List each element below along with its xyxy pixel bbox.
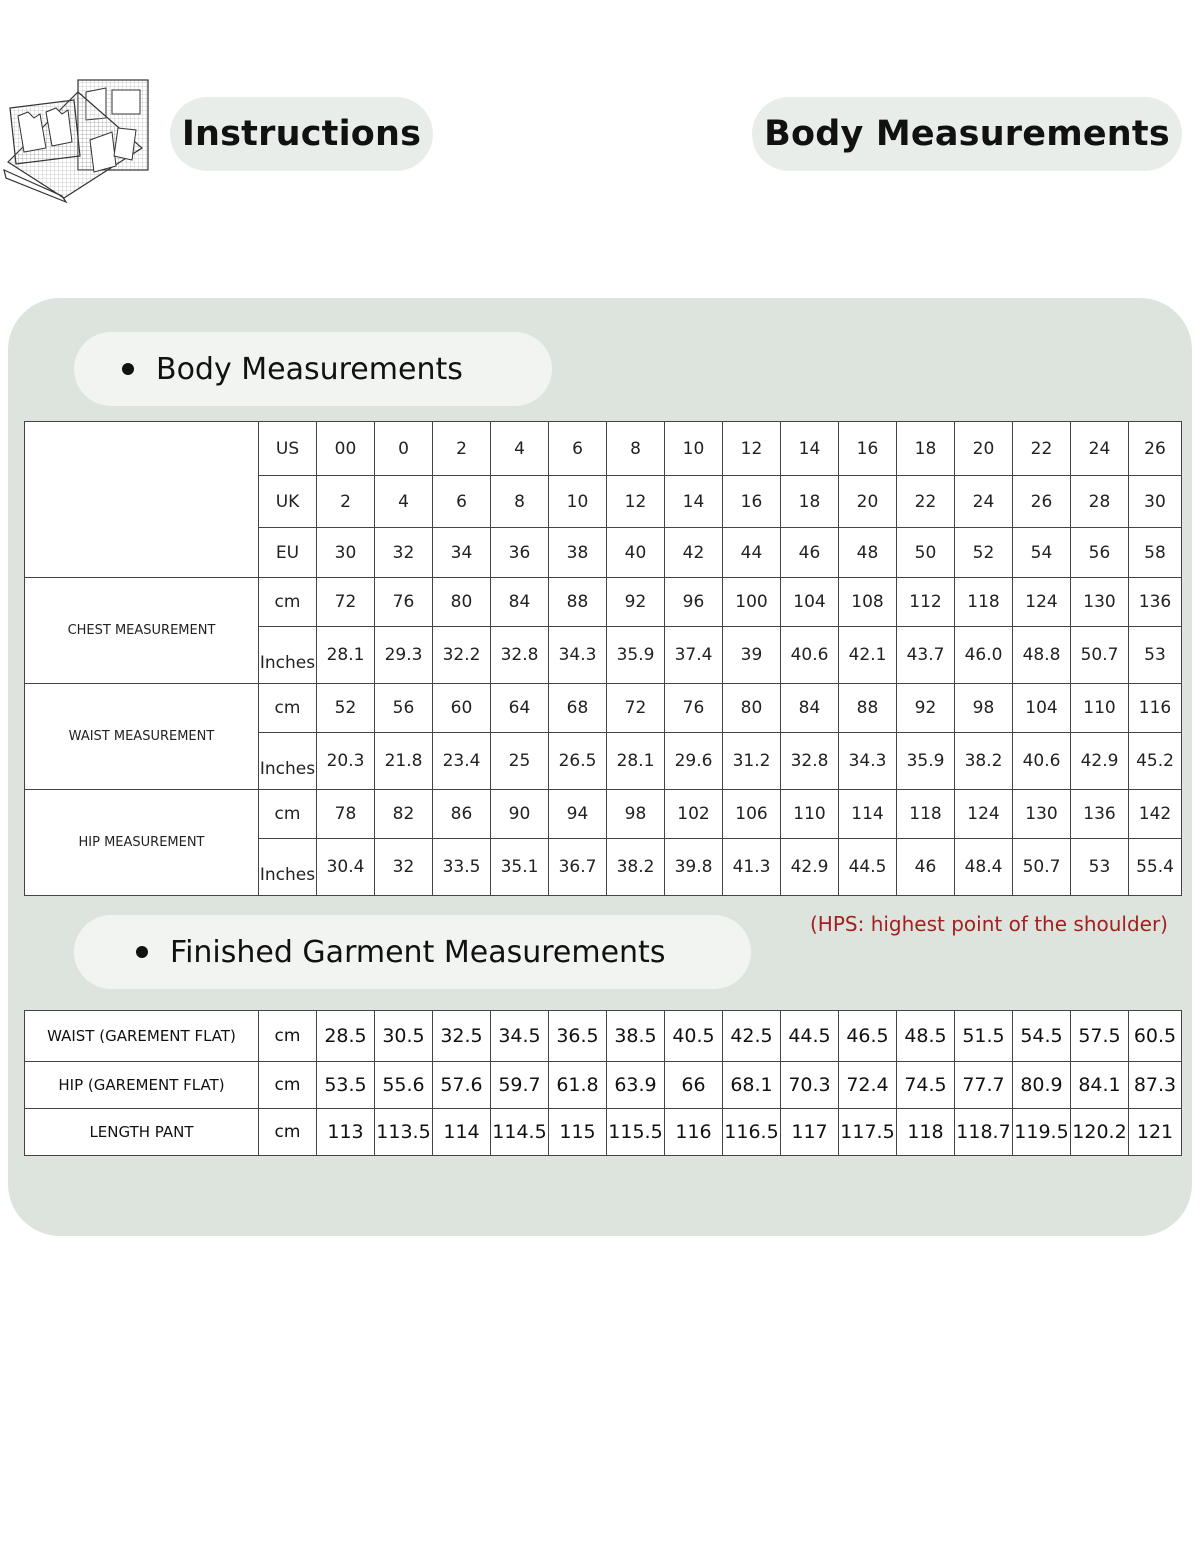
value-cell: 33.5 [433, 839, 491, 896]
value-cell: 90 [491, 790, 549, 839]
value-cell: 46.5 [839, 1011, 897, 1062]
value-cell: 72.4 [839, 1062, 897, 1109]
value-cell: 64 [491, 684, 549, 733]
size-system-label: EU [259, 528, 317, 578]
size-system-label: US [259, 422, 317, 476]
value-cell: 92 [897, 684, 955, 733]
value-cell: 36.7 [549, 839, 607, 896]
value-cell: 114 [433, 1109, 491, 1156]
value-cell: 48.8 [1013, 627, 1071, 684]
value-cell: 50.7 [1071, 627, 1129, 684]
value-cell: 118 [897, 1109, 955, 1156]
size-cell: 2 [317, 476, 375, 528]
value-cell: 26.5 [549, 733, 607, 790]
value-cell: 88 [549, 578, 607, 627]
value-cell: 28.5 [317, 1011, 375, 1062]
value-cell: 46 [897, 839, 955, 896]
value-cell: 32 [375, 839, 433, 896]
size-cell: 12 [723, 422, 781, 476]
value-cell: 114.5 [491, 1109, 549, 1156]
size-cell: 50 [897, 528, 955, 578]
value-cell: 104 [1013, 684, 1071, 733]
value-cell: 102 [665, 790, 723, 839]
finished-garment-table [24, 1010, 1182, 1156]
value-cell: 98 [607, 790, 665, 839]
value-cell: 117 [781, 1109, 839, 1156]
value-cell: 117.5 [839, 1109, 897, 1156]
value-cell: 56 [375, 684, 433, 733]
size-cell: 26 [1129, 422, 1182, 476]
value-cell: 118 [955, 578, 1013, 627]
size-cell: 10 [549, 476, 607, 528]
sewing-pattern-pieces-icon [2, 78, 152, 206]
size-cell: 44 [723, 528, 781, 578]
value-cell: 119.5 [1013, 1109, 1071, 1156]
value-cell: 42.5 [723, 1011, 781, 1062]
value-cell: 61.8 [549, 1062, 607, 1109]
value-cell: 34.3 [549, 627, 607, 684]
size-cell: 18 [781, 476, 839, 528]
value-cell: 110 [1071, 684, 1129, 733]
value-cell: 68.1 [723, 1062, 781, 1109]
size-cell: 14 [665, 476, 723, 528]
value-cell: 63.9 [607, 1062, 665, 1109]
garment-row [25, 1062, 1182, 1109]
value-cell: 116 [1129, 684, 1182, 733]
size-cell: 32 [375, 528, 433, 578]
value-cell: 88 [839, 684, 897, 733]
value-cell: 104 [781, 578, 839, 627]
instructions-tab[interactable] [170, 97, 433, 171]
value-cell: 108 [839, 578, 897, 627]
body-measurements-table [24, 421, 1182, 896]
value-cell: 66 [665, 1062, 723, 1109]
value-cell: 29.6 [665, 733, 723, 790]
value-cell: 113 [317, 1109, 375, 1156]
value-cell: 120.2 [1071, 1109, 1129, 1156]
bullet-icon [122, 363, 134, 375]
value-cell: 86 [433, 790, 491, 839]
value-cell: 42.1 [839, 627, 897, 684]
value-cell: 40.5 [665, 1011, 723, 1062]
hps-note: (HPS: highest point of the shoulder) [810, 912, 1168, 936]
size-cell: 22 [1013, 422, 1071, 476]
measurement-row [25, 578, 1182, 627]
value-cell: 35.9 [897, 733, 955, 790]
size-cell: 4 [375, 476, 433, 528]
value-cell: 32.5 [433, 1011, 491, 1062]
size-cell: 30 [317, 528, 375, 578]
value-cell: 106 [723, 790, 781, 839]
value-cell: 44.5 [839, 839, 897, 896]
value-cell: 21.8 [375, 733, 433, 790]
value-cell: 36.5 [549, 1011, 607, 1062]
value-cell: 35.1 [491, 839, 549, 896]
unit-label: cm [259, 1062, 317, 1109]
value-cell: 84.1 [1071, 1062, 1129, 1109]
value-cell: 100 [723, 578, 781, 627]
value-cell: 28.1 [317, 627, 375, 684]
size-cell: 4 [491, 422, 549, 476]
value-cell: 130 [1071, 578, 1129, 627]
value-cell: 57.5 [1071, 1011, 1129, 1062]
value-cell: 30.5 [375, 1011, 433, 1062]
size-cell: 8 [607, 422, 665, 476]
value-cell: 38.2 [955, 733, 1013, 790]
value-cell: 77.7 [955, 1062, 1013, 1109]
value-cell: 38.2 [607, 839, 665, 896]
value-cell: 43.7 [897, 627, 955, 684]
value-cell: 115.5 [607, 1109, 665, 1156]
unit-label: cm [259, 1011, 317, 1062]
measurement-name: CHEST MEASUREMENT [25, 578, 259, 684]
value-cell: 53 [1071, 839, 1129, 896]
value-cell: 41.3 [723, 839, 781, 896]
size-cell: 34 [433, 528, 491, 578]
size-cell: 24 [955, 476, 1013, 528]
value-cell: 72 [317, 578, 375, 627]
value-cell: 124 [1013, 578, 1071, 627]
value-cell: 59.7 [491, 1062, 549, 1109]
garment-measurement-name: HIP (GAREMENT FLAT) [25, 1062, 259, 1109]
size-cell: 20 [839, 476, 897, 528]
measurement-name: HIP MEASUREMENT [25, 790, 259, 896]
value-cell: 40.6 [781, 627, 839, 684]
size-cell: 14 [781, 422, 839, 476]
value-cell: 37.4 [665, 627, 723, 684]
value-cell: 20.3 [317, 733, 375, 790]
value-cell: 116.5 [723, 1109, 781, 1156]
value-cell: 116 [665, 1109, 723, 1156]
value-cell: 25 [491, 733, 549, 790]
value-cell: 76 [665, 684, 723, 733]
value-cell: 60.5 [1129, 1011, 1182, 1062]
size-cell: 52 [955, 528, 1013, 578]
section-title: Finished Garment Measurements [170, 934, 666, 970]
value-cell: 84 [491, 578, 549, 627]
size-cell: 24 [1071, 422, 1129, 476]
value-cell: 70.3 [781, 1062, 839, 1109]
value-cell: 39.8 [665, 839, 723, 896]
value-cell: 39 [723, 627, 781, 684]
garment-row [25, 1109, 1182, 1156]
value-cell: 94 [549, 790, 607, 839]
value-cell: 98 [955, 684, 1013, 733]
value-cell: 76 [375, 578, 433, 627]
value-cell: 34.3 [839, 733, 897, 790]
unit-label: cm [259, 684, 317, 733]
size-cell: 16 [723, 476, 781, 528]
blank-corner-cell [25, 422, 259, 578]
measurement-name: WAIST MEASUREMENT [25, 684, 259, 790]
bullet-icon [136, 946, 148, 958]
value-cell: 80 [433, 578, 491, 627]
value-cell: 55.4 [1129, 839, 1182, 896]
size-cell: 38 [549, 528, 607, 578]
size-cell: 0 [375, 422, 433, 476]
section-heading-finished [74, 915, 751, 989]
size-cell: 40 [607, 528, 665, 578]
size-cell: 2 [433, 422, 491, 476]
size-cell: 58 [1129, 528, 1182, 578]
value-cell: 114 [839, 790, 897, 839]
instructions-label: Instructions [181, 114, 422, 154]
value-cell: 96 [665, 578, 723, 627]
size-cell: 6 [549, 422, 607, 476]
size-cell: 46 [781, 528, 839, 578]
unit-label: Inches [259, 839, 317, 896]
body-measurements-tab[interactable] [752, 97, 1182, 171]
value-cell: 32.8 [781, 733, 839, 790]
value-cell: 84 [781, 684, 839, 733]
value-cell: 57.6 [433, 1062, 491, 1109]
value-cell: 80.9 [1013, 1062, 1071, 1109]
size-cell: 18 [897, 422, 955, 476]
value-cell: 112 [897, 578, 955, 627]
value-cell: 46.0 [955, 627, 1013, 684]
value-cell: 136 [1129, 578, 1182, 627]
measurement-row [25, 790, 1182, 839]
size-row [25, 422, 1182, 476]
section-heading-body [74, 332, 552, 406]
size-cell: 16 [839, 422, 897, 476]
value-cell: 42.9 [781, 839, 839, 896]
value-cell: 110 [781, 790, 839, 839]
value-cell: 32.2 [433, 627, 491, 684]
value-cell: 28.1 [607, 733, 665, 790]
value-cell: 40.6 [1013, 733, 1071, 790]
value-cell: 30.4 [317, 839, 375, 896]
value-cell: 55.6 [375, 1062, 433, 1109]
value-cell: 60 [433, 684, 491, 733]
value-cell: 50.7 [1013, 839, 1071, 896]
value-cell: 35.9 [607, 627, 665, 684]
value-cell: 44.5 [781, 1011, 839, 1062]
size-cell: 6 [433, 476, 491, 528]
value-cell: 78 [317, 790, 375, 839]
garment-measurement-name: WAIST (GAREMENT FLAT) [25, 1011, 259, 1062]
size-cell: 54 [1013, 528, 1071, 578]
value-cell: 130 [1013, 790, 1071, 839]
size-cell: 56 [1071, 528, 1129, 578]
value-cell: 121 [1129, 1109, 1182, 1156]
unit-label: Inches [259, 627, 317, 684]
unit-label: cm [259, 790, 317, 839]
size-cell: 28 [1071, 476, 1129, 528]
value-cell: 51.5 [955, 1011, 1013, 1062]
value-cell: 53.5 [317, 1062, 375, 1109]
value-cell: 82 [375, 790, 433, 839]
value-cell: 23.4 [433, 733, 491, 790]
value-cell: 113.5 [375, 1109, 433, 1156]
size-cell: 36 [491, 528, 549, 578]
value-cell: 118.7 [955, 1109, 1013, 1156]
garment-row [25, 1011, 1182, 1062]
value-cell: 48.5 [897, 1011, 955, 1062]
value-cell: 68 [549, 684, 607, 733]
value-cell: 45.2 [1129, 733, 1182, 790]
value-cell: 32.8 [491, 627, 549, 684]
garment-measurement-name: LENGTH PANT [25, 1109, 259, 1156]
value-cell: 31.2 [723, 733, 781, 790]
value-cell: 52 [317, 684, 375, 733]
section-title: Body Measurements [156, 351, 463, 387]
size-cell: 26 [1013, 476, 1071, 528]
unit-label: Inches [259, 733, 317, 790]
value-cell: 48.4 [955, 839, 1013, 896]
value-cell: 92 [607, 578, 665, 627]
size-cell: 30 [1129, 476, 1182, 528]
value-cell: 34.5 [491, 1011, 549, 1062]
value-cell: 29.3 [375, 627, 433, 684]
value-cell: 54.5 [1013, 1011, 1071, 1062]
unit-label: cm [259, 1109, 317, 1156]
size-cell: 48 [839, 528, 897, 578]
size-cell: 22 [897, 476, 955, 528]
unit-label: cm [259, 578, 317, 627]
measurement-row [25, 684, 1182, 733]
body-measurements-label: Body Measurements [764, 114, 1170, 154]
size-system-label: UK [259, 476, 317, 528]
size-cell: 00 [317, 422, 375, 476]
value-cell: 115 [549, 1109, 607, 1156]
size-cell: 20 [955, 422, 1013, 476]
size-cell: 42 [665, 528, 723, 578]
value-cell: 53 [1129, 627, 1182, 684]
value-cell: 136 [1071, 790, 1129, 839]
size-cell: 8 [491, 476, 549, 528]
value-cell: 124 [955, 790, 1013, 839]
value-cell: 72 [607, 684, 665, 733]
value-cell: 87.3 [1129, 1062, 1182, 1109]
value-cell: 42.9 [1071, 733, 1129, 790]
value-cell: 74.5 [897, 1062, 955, 1109]
size-cell: 12 [607, 476, 665, 528]
value-cell: 80 [723, 684, 781, 733]
value-cell: 118 [897, 790, 955, 839]
value-cell: 38.5 [607, 1011, 665, 1062]
value-cell: 142 [1129, 790, 1182, 839]
size-cell: 10 [665, 422, 723, 476]
